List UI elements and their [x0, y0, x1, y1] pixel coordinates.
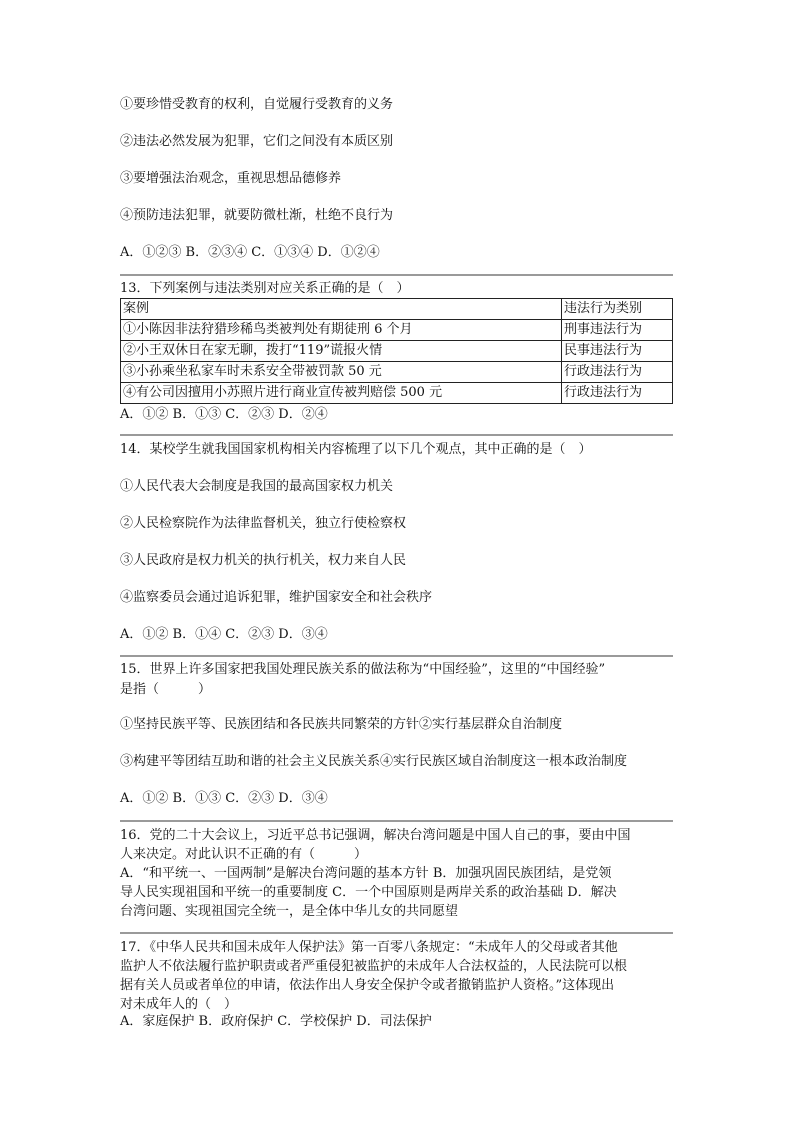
q15-stem-line-2: 是指（ ）	[120, 682, 212, 697]
q13-answer-choices: A．①② B．①③ C．②③ D．②④	[120, 407, 328, 422]
table-cell-case: ①小陈因非法狩猎珍稀鸟类被判处有期徒刑 6 个月	[121, 320, 562, 341]
q12-option-4: ④预防违法犯罪，就要防微杜渐，杜绝不良行为	[120, 208, 394, 223]
question-divider	[120, 274, 673, 276]
q15-answer-choices: A．①② B．①③ C．②③ D．③④	[120, 791, 328, 806]
q12-option-1: ①要珍惜受教育的权利，自觉履行受教育的义务	[120, 97, 394, 112]
q13-stem: 13．下列案例与违法类别对应关系正确的是（ ）	[120, 281, 410, 296]
table-header-case: 案例	[121, 299, 562, 320]
q12-option-2: ②违法必然发展为犯罪，它们之间没有本质区别	[120, 134, 394, 149]
q16-answer-line-2: 导人民实现祖国和平统一的重要制度 C．一个中国原则是两岸关系的政治基础 D．解决	[120, 885, 617, 900]
question-divider	[120, 655, 673, 657]
q14-option-3: ③人民政府是权力机关的执行机关，权力来自人民	[120, 553, 407, 568]
table-cell-category: 民事违法行为	[562, 341, 673, 362]
question-divider	[120, 932, 673, 934]
q16-answer-line-1: A．“和平统一、一国两制”是解决台湾问题的基本方针 B．加强巩固民族团结，是党领	[120, 866, 612, 881]
q16-stem-line-1: 16．党的二十大会议上，习近平总书记强调，解决台湾问题是中国人自己的事，要由中国	[120, 828, 631, 843]
q14-option-1: ①人民代表大会制度是我国的最高国家权力机关	[120, 479, 394, 494]
q16-stem-line-2: 人来决定。对此认识不正确的有（ ）	[120, 847, 368, 862]
table-cell-case: ③小孙乘坐私家车时未系安全带被罚款 50 元	[121, 362, 562, 383]
q14-option-4: ④监察委员会通过追诉犯罪，维护国家安全和社会秩序	[120, 590, 433, 605]
q12-option-3: ③要增强法治观念，重视思想品德修养	[120, 171, 342, 186]
question-divider	[120, 434, 673, 436]
q17-stem-line-2: 监护人不依法履行监护职责或者严重侵犯被监护的未成年人合法权益的，人民法院可以根	[120, 959, 628, 974]
table-cell-category: 行政违法行为	[562, 362, 673, 383]
table-row	[121, 383, 673, 404]
q14-option-2: ②人民检察院作为法律监督机关，独立行使检察权	[120, 516, 407, 531]
q14-answer-choices: A．①② B．①④ C．②③ D．③④	[120, 627, 328, 642]
q17-stem-line-1: 17．《中华人民共和国未成年人保护法》第一百零八条规定：“未成年人的父母或者其他	[120, 940, 618, 955]
table-cell-case: ②小王双休日在家无聊，拨打“119”谎报火情	[121, 341, 562, 362]
q15-stem-line-1: 15．世界上许多国家把我国处理民族关系的做法称为“中国经验”，这里的“中国经验”	[120, 662, 606, 677]
q16-answer-line-3: 台湾问题、实现祖国完全统一，是全体中华儿女的共同愿望	[120, 904, 459, 919]
table-row	[121, 341, 673, 362]
table-row	[121, 320, 673, 341]
q14-stem: 14．某校学生就我国国家机构相关内容梳理了以下几个观点，其中正确的是（ ）	[120, 442, 592, 457]
q13-case-table	[120, 298, 673, 404]
table-header-row	[121, 299, 673, 320]
table-cell-category: 行政违法行为	[562, 383, 673, 404]
q12-answer-choices: A．①②③ B．②③④ C．①③④ D．①②④	[120, 245, 380, 260]
q15-option-line-2: ③构建平等团结互助和谐的社会主义民族关系④实行民族区域自治制度这一根本政治制度	[120, 754, 628, 769]
table-row	[121, 362, 673, 383]
table-cell-category: 刑事违法行为	[562, 320, 673, 341]
q17-answer-choices: A．家庭保护 B．政府保护 C．学校保护 D．司法保护	[120, 1014, 432, 1029]
q17-stem-line-4: 对未成年人的（ ）	[120, 997, 238, 1012]
table-cell-case: ④有公司因擅用小苏照片进行商业宣传被判赔偿 500 元	[121, 383, 562, 404]
q15-option-line-1: ①坚持民族平等、民族团结和各民族共同繁荣的方针②实行基层群众自治制度	[120, 717, 563, 732]
table-header-category: 违法行为类别	[562, 299, 673, 320]
q17-stem-line-3: 据有关人员或者单位的申请，依法作出人身安全保护令或者撤销监护人资格。”这体现出	[120, 978, 615, 993]
question-divider	[120, 820, 673, 822]
